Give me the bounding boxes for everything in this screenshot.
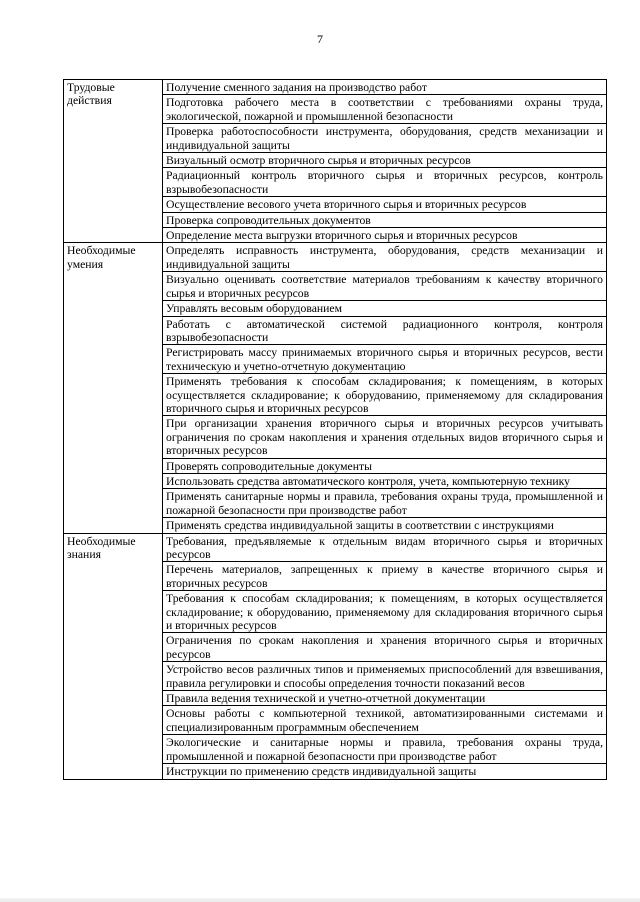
scan-edge xyxy=(0,898,640,902)
requirement-item: Требования к способам складирования; к помещениям, в которых осуществляется складирование; к оборудованию, применяемому для складирования вторичного сырья и вторичных ресурсов xyxy=(163,591,607,633)
requirement-item: Применять средства индивидуальной защиты в соответствии с инструкциями xyxy=(163,518,607,533)
requirement-item: Работать с автоматической системой радиационного контроля, контроля взрывобезопасности xyxy=(163,316,607,345)
requirement-item: Применять санитарные нормы и правила, требования охраны труда, промышленной и пожарной безопасности при производстве работ xyxy=(163,489,607,518)
requirement-item: Использовать средства автоматического контроля, учета, компьютерную технику xyxy=(163,473,607,488)
requirement-item: Ограничения по срокам накопления и хранения вторичного сырья и вторичных ресурсов xyxy=(163,633,607,662)
requirements-table-body xyxy=(64,80,607,780)
requirement-item: При организации хранения вторичного сырья и вторичных ресурсов учитывать ограничения по срокам накопления и хранения отдельных видов вторичного сырья и вторичных ресурсов xyxy=(163,416,607,458)
requirement-item: Применять требования к способам складирования; к помещениям, в которых осуществляется складирование; к оборудованию, применяемому для складирования вторичного сырья и вторичных ресурсов xyxy=(163,374,607,416)
requirement-item: Устройство весов различных типов и применяемых приспособлений для взвешивания, правила регулировки и способы определения точности показаний весов xyxy=(163,662,607,691)
requirements-table xyxy=(63,79,607,780)
table-row xyxy=(64,533,607,562)
requirement-item: Перечень материалов, запрещенных к приему в качестве вторичного сырья и вторичных ресурсов xyxy=(163,562,607,591)
requirement-item: Основы работы с компьютерной техникой, автоматизированными системами и специализированным программным обеспечением xyxy=(163,706,607,735)
requirement-item: Экологические и санитарные нормы и правила, требования охраны труда, промышленной и пожарной безопасности при производстве работ xyxy=(163,735,607,764)
section-category: Необходимые знания xyxy=(64,533,163,779)
requirement-item: Получение сменного задания на производство работ xyxy=(163,80,607,95)
requirement-item: Визуально оценивать соответствие материалов требованиям к качеству вторичного сырья и вторичных ресурсов xyxy=(163,272,607,301)
requirement-item: Определять исправность инструмента, оборудования, средств механизации и индивидуальной защиты xyxy=(163,243,607,272)
table-row xyxy=(64,80,607,95)
requirement-item: Проверять сопроводительные документы xyxy=(163,458,607,473)
requirement-item: Подготовка рабочего места в соответствии с требованиями охраны труда, экологической, пожарной и промышленной безопасности xyxy=(163,95,607,124)
requirement-item: Радиационный контроль вторичного сырья и вторичных ресурсов, контроль взрывобезопасности xyxy=(163,168,607,197)
requirement-item: Визуальный осмотр вторичного сырья и вторичных ресурсов xyxy=(163,153,607,168)
page-number: 7 xyxy=(317,32,323,46)
requirement-item: Регистрировать массу принимаемых вторичного сырья и вторичных ресурсов, вести техническую и учетно-отчетную документацию xyxy=(163,345,607,374)
table-row xyxy=(64,243,607,272)
requirement-item: Инструкции по применению средств индивидуальной защиты xyxy=(163,764,607,779)
section-category: Трудовые действия xyxy=(64,80,163,243)
requirement-item: Проверка сопроводительных документов xyxy=(163,212,607,227)
requirement-item: Правила ведения технической и учетно-отчетной документации xyxy=(163,691,607,706)
requirement-item: Проверка работоспособности инструмента, оборудования, средств механизации и индивидуальной защиты xyxy=(163,124,607,153)
section-category: Необходимые умения xyxy=(64,243,163,533)
requirement-item: Требования, предъявляемые к отдельным видам вторичного сырья и вторичных ресурсов xyxy=(163,533,607,562)
requirement-item: Осуществление весового учета вторичного сырья и вторичных ресурсов xyxy=(163,197,607,212)
requirement-item: Определение места выгрузки вторичного сырья и вторичных ресурсов xyxy=(163,228,607,243)
requirement-item: Управлять весовым оборудованием xyxy=(163,301,607,316)
